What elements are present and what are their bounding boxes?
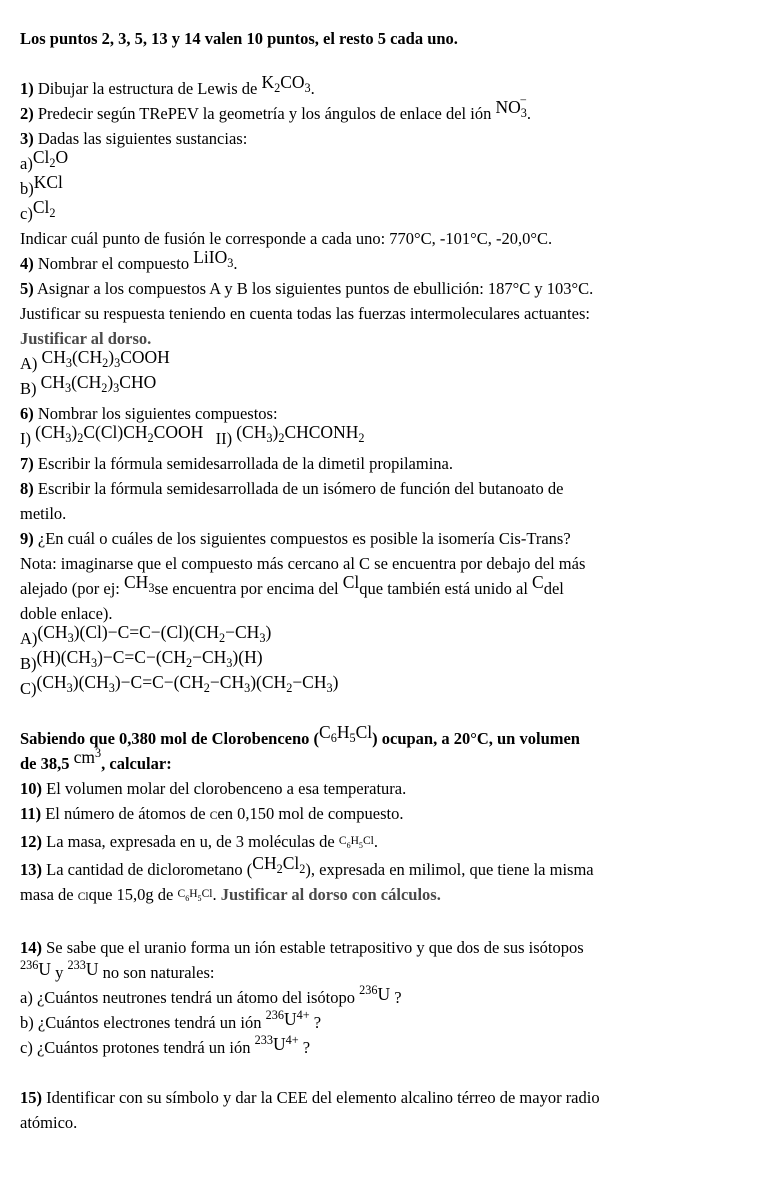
question-text: atómico. bbox=[20, 1113, 78, 1132]
question-1: 1) Dibujar la estructura de Lewis de $K_2CO_3$. bbox=[20, 72, 315, 98]
ion-233u4plus: $^{233}U^{4+}$ bbox=[254, 1033, 299, 1054]
list-item: a) ¿Cuántos neutrones tendrá un átomo del isótopo $^{236}$U ? bbox=[20, 983, 402, 1007]
ion-236u4plus: $^{236}U^{4+}$ bbox=[265, 1008, 310, 1029]
question-text: El volumen molar del clorobenceno a esa temperatura. bbox=[42, 779, 407, 798]
isotope-233u: $^{233}$U bbox=[67, 958, 99, 979]
question-number: 5) bbox=[20, 279, 34, 298]
formula-kcl: KCl bbox=[33, 172, 63, 192]
list-item: I) $(CH_3)_2C(Cl)CH_2COOH$ II) $(CH_3)_2CHCONH_2$ bbox=[20, 422, 365, 448]
formula-b: $CH_3(CH_2)_3CHO$ bbox=[40, 372, 157, 395]
question-number: 12) bbox=[20, 832, 42, 851]
formula-liio3: LiIO$_3$ bbox=[193, 247, 234, 270]
list-item: $c)Cl_2$ bbox=[20, 197, 56, 223]
question-number: 2) bbox=[20, 104, 34, 123]
question-11: 11) El número de átomos de Cen 0,150 mol de compuesto. bbox=[20, 804, 404, 823]
question-10 bbox=[20, 776, 750, 801]
formula-ch3: $CH_3$ bbox=[124, 572, 155, 595]
question-number: 1) bbox=[20, 79, 34, 98]
question-4: 4) Nombrar el compuesto LiIO$_3$. bbox=[20, 247, 238, 273]
question-text: ¿En cuál o cuáles de los siguientes compuestos es posible la isomería Cis-Trans? bbox=[33, 529, 571, 548]
note-justify: Justificar al dorso con cálculos. bbox=[220, 885, 441, 904]
formula-9b: $(H)(CH_3)-C=C-(CH_2-CH_3)(H)$ bbox=[36, 647, 263, 670]
question-text: Escribir la fórmula semidesarrollada de un isómero de función del butanoato de bbox=[33, 479, 564, 498]
question-number: 14) bbox=[20, 938, 42, 957]
formula-c: C bbox=[532, 572, 544, 592]
list-item: A) $CH_3(CH_2)_3COOH$ bbox=[20, 347, 170, 373]
question-text: Identificar con su símbolo y dar la CEE del elemento alcalino térreo de mayor radio bbox=[42, 1088, 600, 1107]
list-item: $B)(H)(CH_3)-C=C-(CH_2-CH_3)(H)$ bbox=[20, 647, 263, 673]
question-text: masa de Clque 15,0g de $C_6H_5Cl$. Justificar al dorso con cálculos. bbox=[20, 885, 441, 904]
question-number: 9) bbox=[20, 529, 34, 548]
question-text: Asignar a los compuestos A y B los siguientes puntos de ebullición: 187°C y 103°C. bbox=[33, 279, 594, 298]
question-3 bbox=[20, 126, 750, 151]
question-number: 3) bbox=[20, 129, 34, 148]
question-text: Indicar cuál punto de fusión le corresponde a cada uno: 770°C, -101°C, -20,0°C. bbox=[20, 229, 553, 248]
note-text: doble enlace). bbox=[20, 604, 113, 623]
formula-cl: Cl bbox=[77, 891, 89, 903]
formula-cl2: $Cl_2$ bbox=[32, 197, 56, 220]
question-text: Escribir la fórmula semidesarrollada de la dimetil propilamina. bbox=[33, 454, 453, 473]
question-7 bbox=[20, 451, 750, 476]
formula-c: C bbox=[209, 810, 218, 822]
list-item: c) ¿Cuántos protones tendrá un ión $^{233}U^{4+}$ ? bbox=[20, 1033, 311, 1057]
question-number: 10) bbox=[20, 779, 42, 798]
question-number: 15) bbox=[20, 1088, 42, 1107]
formula-9c: $(CH_3)(CH_3)-C=C-(CH_2-CH_3)(CH_2-CH_3)$ bbox=[36, 672, 339, 695]
list-item: $a)Cl_2O$ bbox=[20, 147, 69, 173]
formula-ch2cl2: $CH_2Cl_2$ bbox=[252, 853, 306, 876]
formula-c6h5cl: $C_6H_5Cl$ bbox=[338, 835, 374, 850]
note-text: alejado (por ej: $CH_3se$ encuentra por encima del Clque también está unido al Cdel bbox=[20, 572, 564, 598]
question-12: 12) La masa, expresada en u, de 3 moléculas de $C_6H_5Cl$. bbox=[20, 832, 378, 851]
note-justify: Justificar al dorso. bbox=[20, 329, 152, 348]
formula-c6h5cl: $C_6H_5Cl$ bbox=[319, 722, 373, 745]
question-text: Predecir según TRePEV la geometría y los ángulos de enlace del ión bbox=[33, 104, 496, 123]
question-number: 4) bbox=[20, 254, 34, 273]
question-5 bbox=[20, 276, 750, 301]
formula-i: $(CH_3)_2C(Cl)CH_2COOH$ bbox=[35, 422, 204, 445]
question-text: Nombrar los siguientes compuestos: bbox=[33, 404, 278, 423]
list-item: b)KCl bbox=[20, 172, 63, 198]
formula-c6h5cl: $C_6H_5Cl$ bbox=[177, 888, 213, 903]
question-number: 8) bbox=[20, 479, 34, 498]
formula-a: $CH_3(CH_2)_3COOH$ bbox=[41, 347, 170, 370]
question-number: 6) bbox=[20, 404, 34, 423]
list-item: b) ¿Cuántos electrones tendrá un ión $^{236}U^{4+}$ ? bbox=[20, 1008, 322, 1032]
formula-ii: $(CH_3)_2CHCONH_2$ bbox=[236, 422, 365, 445]
question-9 bbox=[20, 526, 750, 551]
question-text: Se sabe que el uranio forma un ión estable tetrapositivo y que dos de sus isótopos bbox=[42, 938, 584, 957]
question-14 bbox=[20, 935, 750, 960]
question-text: Dadas las siguientes sustancias: bbox=[33, 129, 248, 148]
formula-cl2o: $Cl_2O$ bbox=[32, 147, 69, 170]
exam-header: Los puntos 2, 3, 5, 13 y 14 valen 10 puntos, el resto 5 cada uno. bbox=[20, 29, 458, 48]
question-number: 13) bbox=[20, 860, 42, 879]
isotope-236u: $^{236}$U bbox=[20, 958, 52, 979]
block2-intro: de 38,5 $cm^3$, calcular: bbox=[20, 746, 172, 773]
question-number: 7) bbox=[20, 454, 34, 473]
list-item: $A)(CH_3)(Cl)-C=C-(Cl)(CH_2-CH_3)$ bbox=[20, 622, 272, 648]
list-item: B) $CH_3(CH_2)_3CHO$ bbox=[20, 372, 157, 398]
block2-intro: Sabiendo que 0,380 mol de Clorobenceno $(C_6H_5Cl)$ ocupan, a 20°C, un volumen bbox=[20, 722, 580, 748]
formula-9a: $(CH_3)(Cl)-C=C-(Cl)(CH_2-CH_3)$ bbox=[37, 622, 272, 645]
note-text: Nota: imaginarse que el compuesto más cercano al C se encuentra por debajo del más bbox=[20, 554, 586, 573]
question-text: metilo. bbox=[20, 504, 67, 523]
question-text: $^{236}$U y $^{233}$U no son naturales: bbox=[20, 958, 215, 982]
formula-no3-ion: $NO_3^-$ bbox=[495, 93, 527, 120]
question-text: Dibujar la estructura de Lewis de bbox=[33, 79, 262, 98]
question-8 bbox=[20, 476, 750, 501]
formula-k2co3: $K_2CO_3$ bbox=[261, 72, 311, 95]
unit-cm3: $cm^3$ bbox=[73, 746, 102, 767]
question-2: 2) Predecir según TRePEV la geometría y los ángulos de enlace del ión $NO_3^-$. bbox=[20, 93, 531, 123]
question-text: Justificar su respuesta teniendo en cuenta todas las fuerzas intermoleculares actuantes: bbox=[20, 304, 590, 323]
question-text: Nombrar el compuesto bbox=[33, 254, 194, 273]
question-number: 11) bbox=[20, 804, 42, 823]
question-13: 13) La cantidad de diclorometano $(CH_2Cl_2)$, expresada en milimol, que tiene la misma bbox=[20, 853, 594, 879]
question-15 bbox=[20, 1085, 750, 1110]
formula-cl: Cl bbox=[342, 572, 360, 592]
list-item: $C)(CH_3)(CH_3)-C=C-(CH_2-CH_3)(CH_2-CH_3)$ bbox=[20, 672, 339, 698]
isotope-236u: $^{236}$U bbox=[359, 983, 391, 1004]
